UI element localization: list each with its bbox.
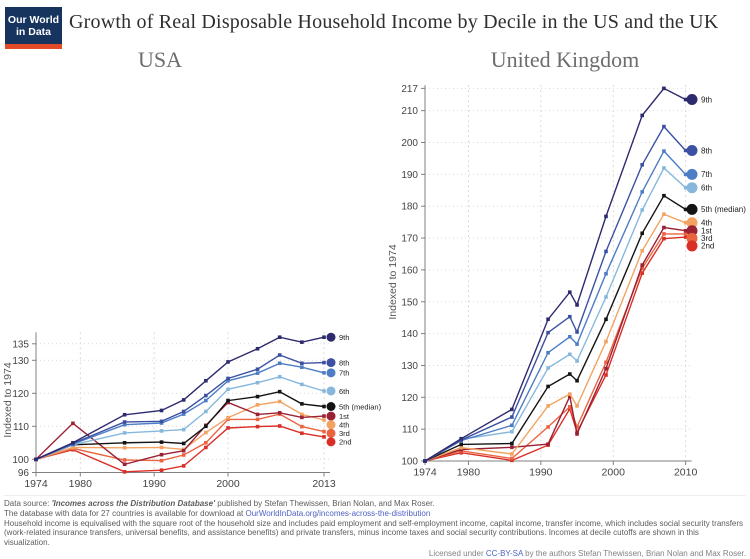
series-4th bbox=[423, 212, 687, 462]
legend-label-5th-median-: 5th (median) bbox=[701, 205, 746, 215]
legend-label-3rd: 3rd bbox=[339, 429, 350, 439]
legend-dot-9th bbox=[327, 333, 336, 342]
legend-dot-7th bbox=[687, 169, 698, 180]
uk-line-chart bbox=[380, 57, 750, 492]
legend-label-8th: 8th bbox=[339, 358, 350, 368]
usa-chart-title: USA bbox=[137, 47, 182, 72]
legend-dot-2nd bbox=[327, 437, 336, 446]
uk-chart-title: United Kingdom bbox=[490, 47, 640, 72]
legend-label-9th: 9th bbox=[339, 333, 350, 342]
svg-text:2013: 2013 bbox=[312, 478, 336, 490]
svg-text:140: 140 bbox=[401, 329, 418, 341]
legend-label-1st: 1st bbox=[701, 226, 712, 236]
usa-line-chart bbox=[0, 330, 384, 500]
owid-logo-line1: Our World bbox=[7, 14, 60, 26]
series-7th bbox=[34, 361, 326, 461]
legend bbox=[327, 333, 382, 447]
svg-text:150: 150 bbox=[401, 297, 418, 309]
svg-text:135: 135 bbox=[12, 339, 29, 351]
svg-text:2010: 2010 bbox=[673, 466, 698, 479]
svg-text:1990: 1990 bbox=[142, 478, 166, 490]
axes bbox=[401, 84, 697, 479]
legend-label-2nd: 2nd bbox=[701, 241, 715, 251]
svg-text:200: 200 bbox=[401, 138, 418, 149]
legend-label-3rd: 3rd bbox=[701, 234, 713, 244]
svg-text:96: 96 bbox=[17, 468, 29, 479]
footer-license: Licensed under CC-BY-SA by the authors Stefan Thewissen, Brian Nolan and Max Roser. bbox=[428, 548, 746, 558]
series-8th bbox=[423, 125, 687, 463]
license-link[interactable]: CC-BY-SA bbox=[485, 548, 523, 558]
svg-text:130: 130 bbox=[12, 355, 29, 367]
series-5th-median- bbox=[423, 194, 687, 463]
page-title: Growth of Real Disposable Household Income by Decile in the US and the UK bbox=[69, 11, 719, 33]
series-7th bbox=[423, 149, 687, 463]
y-axis-title: Indexed to 1974 bbox=[387, 244, 399, 320]
legend-label-4th: 4th bbox=[701, 218, 713, 228]
legend-label-6th: 6th bbox=[339, 386, 350, 396]
svg-text:110: 110 bbox=[402, 424, 418, 436]
svg-text:1990: 1990 bbox=[529, 466, 553, 479]
svg-text:120: 120 bbox=[401, 392, 418, 404]
gridlines bbox=[425, 85, 692, 461]
svg-text:210: 210 bbox=[401, 106, 418, 118]
svg-text:160: 160 bbox=[401, 265, 418, 277]
legend-dot-8th bbox=[327, 358, 336, 367]
footer-methodology: Household income is equivalised with the square root of the household size and includes paid employment and self-employment income, capital income, transfer income, which includes social security transfers (work-related insurance transfers, universal benefits, and assistance benefits) and private transfers, minus income taxes and social security contributions. Incomes at decile cutoffs are shown in this visualization. bbox=[4, 518, 744, 548]
svg-text:130: 130 bbox=[401, 360, 418, 372]
svg-text:2000: 2000 bbox=[601, 466, 625, 479]
legend-label-4th: 4th bbox=[339, 420, 350, 430]
legend-label-2nd: 2nd bbox=[339, 437, 352, 447]
database-link[interactable]: OurWorldInData.org/incomes-across-the-distribution bbox=[245, 508, 431, 518]
legend-dot-6th bbox=[327, 386, 336, 395]
svg-text:100: 100 bbox=[12, 454, 29, 466]
owid-logo-line2: in Data bbox=[15, 26, 51, 39]
series-6th bbox=[423, 166, 687, 463]
legend-dot-6th bbox=[687, 182, 698, 193]
svg-text:120: 120 bbox=[12, 388, 29, 400]
legend-label-7th: 7th bbox=[339, 368, 350, 378]
svg-text:1980: 1980 bbox=[68, 478, 92, 490]
legend-dot-7th bbox=[327, 368, 336, 377]
series-1st bbox=[423, 226, 687, 463]
legend-label-9th: 9th bbox=[701, 95, 713, 105]
legend-dot-3rd bbox=[327, 429, 336, 438]
legend-dot-2nd bbox=[687, 240, 698, 251]
owid-logo[interactable] bbox=[5, 7, 62, 49]
svg-text:2000: 2000 bbox=[216, 478, 240, 490]
chart-footer bbox=[4, 495, 746, 559]
legend-label-5th-median-: 5th (median) bbox=[339, 402, 382, 412]
footer-download: The database with data for 27 countries is available for download at OurWorldInData.org/incomes-across-the-distribution bbox=[4, 508, 431, 518]
svg-text:110: 110 bbox=[13, 421, 29, 433]
legend-dot-9th bbox=[687, 94, 698, 105]
series-3rd bbox=[34, 412, 326, 462]
legend-label-7th: 7th bbox=[701, 170, 713, 180]
svg-text:1974: 1974 bbox=[413, 466, 437, 479]
legend-dot-5th-median- bbox=[327, 402, 336, 411]
legend-label-1st: 1st bbox=[339, 411, 350, 421]
footer-data-source: Data source: 'Incomes across the Distribution Database' published by Stefan Thewissen, Brian Nolan, and Max Roser. bbox=[4, 499, 435, 508]
svg-text:100: 100 bbox=[401, 456, 418, 468]
svg-text:180: 180 bbox=[401, 201, 418, 213]
data-source-name: 'Incomes across the Distribution Database' bbox=[51, 499, 215, 508]
svg-text:217: 217 bbox=[401, 83, 418, 95]
legend-dot-1st bbox=[327, 412, 336, 421]
svg-text:1974: 1974 bbox=[24, 478, 48, 490]
legend-dot-4th bbox=[327, 420, 336, 429]
legend-label-6th: 6th bbox=[701, 183, 713, 193]
series-9th bbox=[423, 87, 687, 463]
legend-dot-8th bbox=[687, 145, 698, 156]
svg-text:170: 170 bbox=[401, 233, 418, 245]
legend-label-8th: 8th bbox=[701, 146, 713, 156]
legend bbox=[687, 94, 747, 251]
series-5th-median- bbox=[34, 390, 326, 461]
svg-text:1980: 1980 bbox=[456, 466, 481, 479]
legend-dot-5th-median- bbox=[687, 204, 698, 215]
axes bbox=[12, 332, 336, 490]
svg-text:190: 190 bbox=[401, 169, 418, 181]
y-axis-title: Indexed to 1974 bbox=[2, 362, 14, 438]
series-6th bbox=[34, 375, 326, 461]
